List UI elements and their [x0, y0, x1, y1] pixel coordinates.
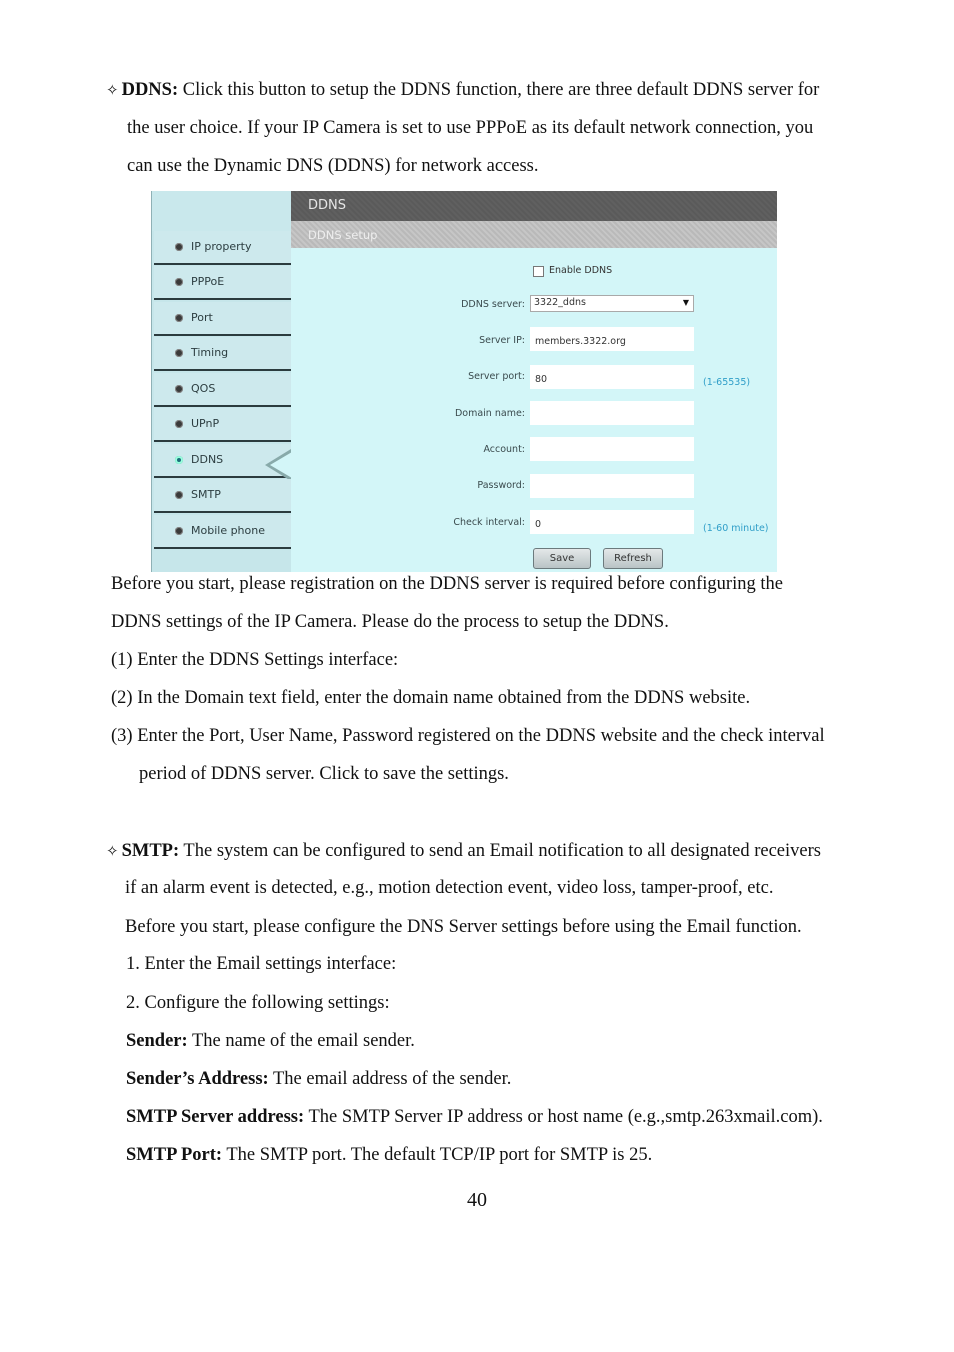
smtp-port-term: SMTP Port: [126, 1145, 223, 1165]
sidebar-item-ip-property[interactable] [154, 231, 291, 265]
smtp-server-term: SMTP Server address: [126, 1107, 305, 1127]
password-input[interactable] [530, 474, 694, 498]
sidebar-item-ddns[interactable] [154, 444, 291, 478]
sidebar-item-label: Timing [191, 346, 229, 359]
settings-sidebar [151, 191, 291, 572]
check-interval-label: Check interval: [453, 517, 525, 528]
sidebar-item-label: QOS [191, 382, 216, 395]
diamond-bullet-icon: ✧ [106, 842, 119, 860]
smtp-intro-text-1: The system can be configured to send an Email notification to all designated receivers [179, 841, 821, 861]
server-ip-label: Server IP: [479, 335, 525, 346]
smtp-server-desc: The SMTP Server IP address or host name (e.g.,smtp.263xmail.com). [304, 1107, 823, 1127]
sender-desc: The name of the email sender. [187, 1031, 415, 1051]
sidebar-item-label: UPnP [191, 417, 220, 430]
bullet-dot-icon [175, 456, 183, 464]
check-interval-input[interactable]: 0 [530, 510, 694, 534]
smtp-step-2: 2. Configure the following settings: [126, 993, 390, 1013]
bullet-dot-icon [175, 243, 183, 251]
diamond-bullet-icon: ✧ [106, 81, 119, 99]
sidebar-item-upnp[interactable] [154, 408, 291, 442]
sidebar-item-label: IP property [191, 240, 252, 253]
sidebar-item-label: Mobile phone [191, 524, 266, 537]
bullet-dot-icon [175, 491, 183, 499]
refresh-button[interactable]: Refresh [603, 548, 663, 569]
sidebar-item-label: Port [191, 311, 213, 324]
sidebar-item-timing[interactable] [154, 337, 291, 371]
ddns-server-label: DDNS server: [461, 299, 525, 310]
bullet-dot-icon [175, 314, 183, 322]
domain-name-input[interactable] [530, 401, 694, 425]
sidebar-item-label: DDNS [191, 453, 224, 466]
save-button[interactable]: Save [533, 548, 591, 569]
ddns-heading: DDNS: [121, 80, 179, 100]
bullet-dot-icon [175, 349, 183, 357]
sidebar-item-pppoe[interactable] [154, 266, 291, 300]
instruction-step-3-cont: period of DDNS server. Click to save the settings. [139, 764, 509, 784]
sidebar-top-area [152, 191, 291, 231]
ddns-intro-line-3: can use the Dynamic DNS (DDNS) for network access. [127, 156, 539, 176]
server-port-hint: (1-65535) [703, 377, 751, 388]
ddns-intro-line-2: the user choice. If your IP Camera is set to use PPPoE as its default network connection, you [127, 118, 814, 138]
enable-ddns-checkbox[interactable] [533, 266, 544, 277]
ddns-intro-text-1: Click this button to setup the DDNS function, there are three default DDNS server for [178, 80, 820, 100]
instruction-para-2: DDNS settings of the IP Camera. Please do the process to setup the DDNS. [111, 612, 669, 632]
sidebar-item-label: PPPoE [191, 275, 225, 288]
account-label: Account: [483, 444, 525, 455]
server-port-input[interactable]: 80 [530, 365, 694, 389]
sender-definition [126, 1030, 415, 1052]
sender-address-term: Sender’s Address: [126, 1069, 269, 1089]
panel-title: DDNS [308, 198, 346, 213]
page-number: 40 [467, 1189, 487, 1211]
smtp-intro-line-3: Before you start, please configure the DNS Server settings before using the Email function. [125, 917, 802, 937]
instruction-step-1: (1) Enter the DDNS Settings interface: [111, 650, 399, 670]
sidebar-item-smtp[interactable] [154, 479, 291, 513]
sender-address-definition [126, 1068, 511, 1090]
ddns-settings-screenshot [151, 191, 777, 572]
panel-subtitle: DDNS setup [308, 228, 378, 242]
bullet-dot-icon [175, 385, 183, 393]
dropdown-arrow-icon: ▼ [682, 298, 689, 307]
account-input[interactable] [530, 437, 694, 461]
bullet-dot-icon [175, 420, 183, 428]
bullet-dot-icon [175, 527, 183, 535]
smtp-port-definition [126, 1144, 652, 1166]
smtp-heading: SMTP: [121, 841, 180, 861]
domain-name-label: Domain name: [454, 408, 525, 419]
server-port-label: Server port: [468, 371, 525, 382]
password-label: Password: [477, 480, 525, 491]
smtp-intro-line-2: if an alarm event is detected, e.g., motion detection event, video loss, tamper-proof, etc. [125, 878, 774, 898]
sidebar-item-mobile-phone[interactable] [154, 515, 291, 549]
instruction-step-3: (3) Enter the Port, User Name, Password registered on the DDNS website and the check interval [111, 726, 825, 746]
smtp-server-definition [126, 1106, 823, 1128]
ddns-server-select[interactable] [530, 295, 694, 312]
sidebar-item-label: SMTP [191, 488, 221, 501]
smtp-step-1: 1. Enter the Email settings interface: [126, 954, 397, 974]
instruction-para-1: Before you start, please registration on the DDNS server is required before configuring the [111, 574, 783, 594]
bullet-dot-icon [175, 278, 183, 286]
instruction-step-2: (2) In the Domain text field, enter the domain name obtained from the DDNS website. [111, 688, 751, 708]
smtp-intro-line-1 [106, 840, 821, 862]
sidebar-item-qos[interactable] [154, 373, 291, 407]
ddns-intro-line-1 [106, 79, 819, 101]
ddns-server-value: 3322_ddns [534, 297, 586, 308]
panel-header [291, 191, 777, 221]
check-interval-hint: (1-60 minute) [703, 523, 769, 534]
sender-address-desc: The email address of the sender. [268, 1069, 512, 1089]
server-ip-input[interactable]: members.3322.org [530, 327, 694, 351]
sidebar-item-port[interactable] [154, 302, 291, 336]
panel-subheader [291, 221, 777, 248]
active-arrow-icon [270, 452, 292, 478]
enable-ddns-label: Enable DDNS [549, 265, 613, 276]
smtp-port-desc: The SMTP port. The default TCP/IP port for SMTP is 25. [222, 1145, 653, 1165]
sender-term: Sender: [126, 1031, 188, 1051]
